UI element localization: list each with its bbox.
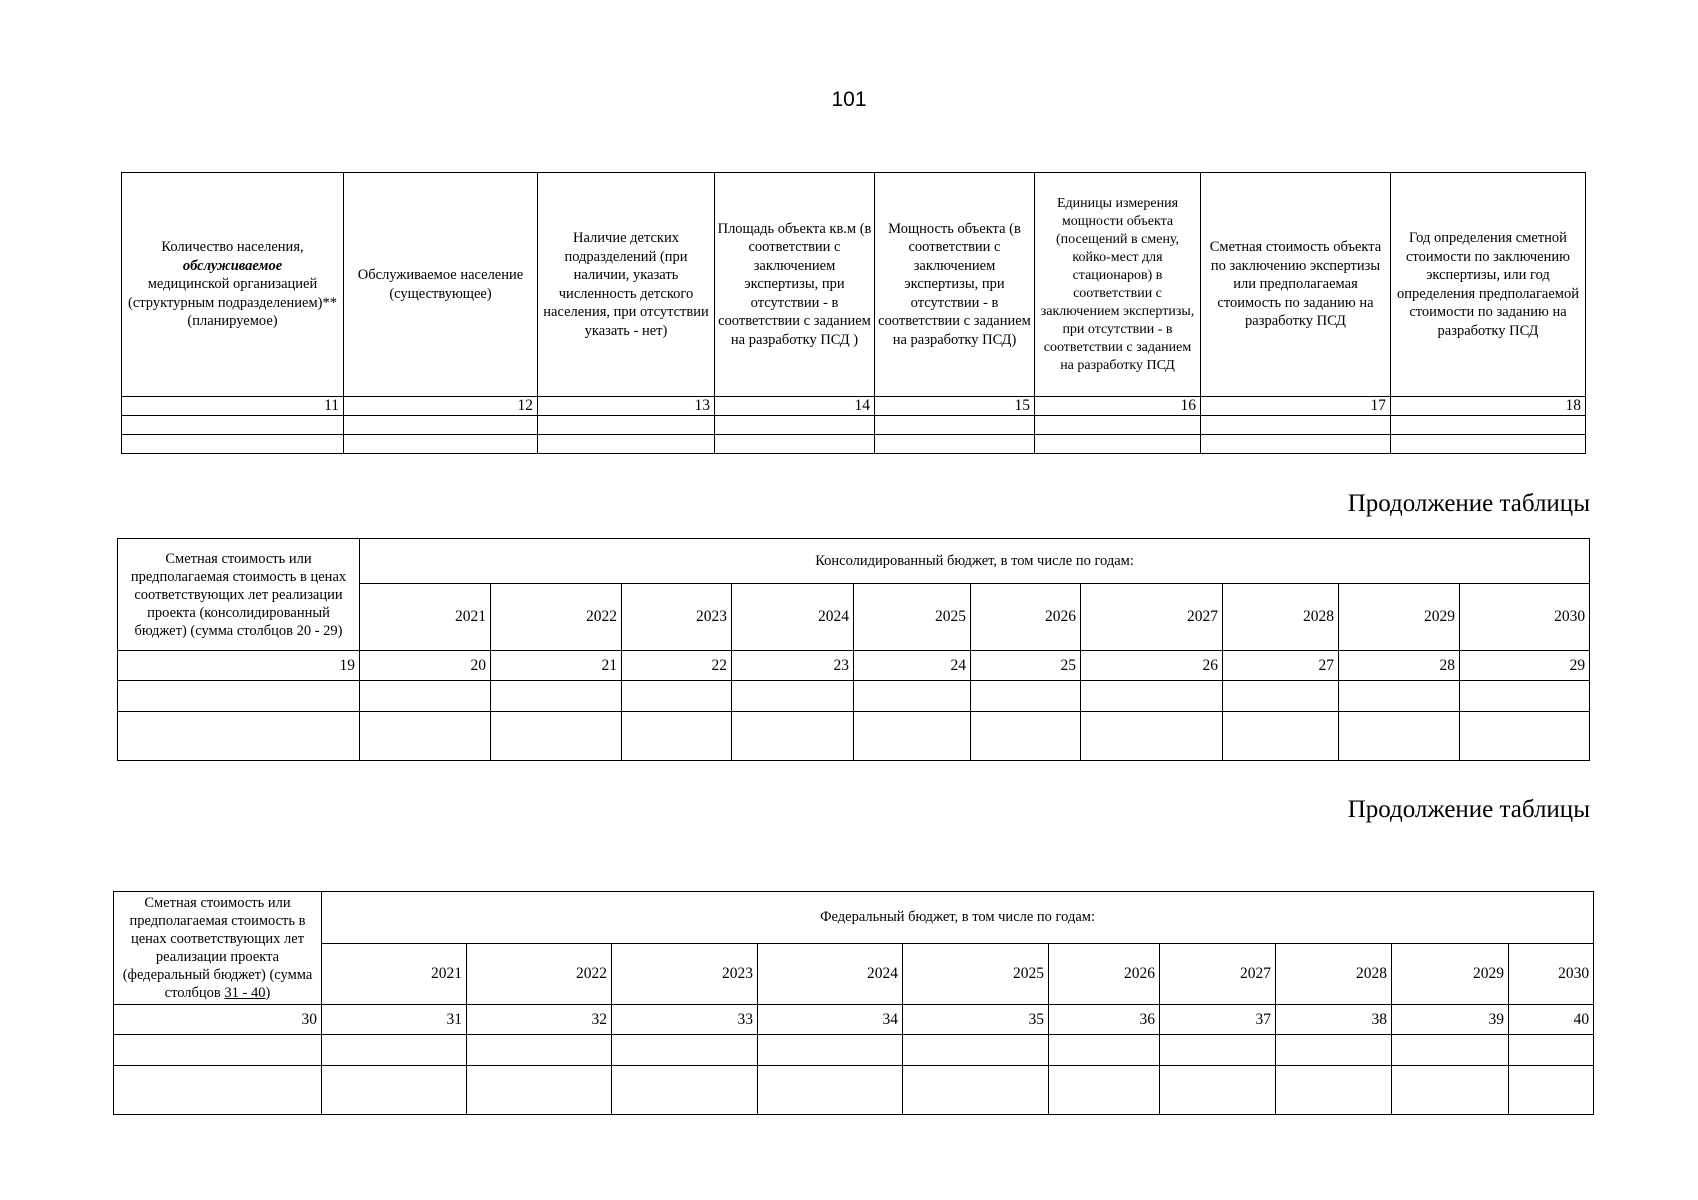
column-number: 25	[971, 651, 1081, 681]
year-cell: 2028	[1223, 584, 1339, 651]
empty-cell	[1160, 1035, 1276, 1066]
year-cell: 2021	[322, 944, 467, 1005]
column-number: 38	[1276, 1005, 1392, 1035]
year-cell: 2026	[971, 584, 1081, 651]
empty-cell	[491, 712, 622, 761]
empty-cell	[344, 435, 538, 454]
table-row	[122, 416, 1586, 435]
continuation-label: Продолжение таблицы	[1347, 490, 1590, 517]
empty-cell	[903, 1035, 1049, 1066]
header-consolidated-budget: Консолидированный бюджет, в том числе по годам:	[360, 539, 1590, 584]
table-consolidated-budget	[117, 538, 1590, 761]
empty-cell	[322, 1066, 467, 1115]
empty-cell	[118, 681, 360, 712]
header-federal-text-b: 31 - 40	[224, 985, 266, 1001]
year-cell: 2025	[854, 584, 971, 651]
header-federal-text-a: Сметная стоимость или предполагаемая стоимость в ценах соответствующих лет реализации проекта (федеральный бюджет) (сумма столбцов	[122, 895, 313, 1001]
table-row	[122, 435, 1586, 454]
empty-cell	[344, 416, 538, 435]
table-row	[118, 712, 1590, 761]
column-number: 17	[1201, 397, 1391, 416]
empty-cell	[622, 712, 732, 761]
year-cell: 2023	[622, 584, 732, 651]
empty-cell	[467, 1035, 612, 1066]
year-cell: 2022	[467, 944, 612, 1005]
header-federal-text-c: )	[265, 985, 271, 1001]
header-cell-13: Наличие детских подразделений (при наличии, указать численность детского населения, при отсутствии указать - нет)	[538, 173, 715, 397]
column-number: 29	[1460, 651, 1590, 681]
column-number: 16	[1035, 397, 1201, 416]
header-11-text-b: обслуживаемое	[182, 257, 283, 274]
header-cell-16: Единицы измерения мощности объекта (посещений в смену, койко-мест для стационаров) в соответствии с заключением экспертизы, при отсутствии - в соответствии с заданием на разработку ПСД	[1035, 173, 1201, 397]
empty-cell	[322, 1035, 467, 1066]
empty-cell	[1223, 712, 1339, 761]
column-number: 30	[114, 1005, 322, 1035]
column-number: 18	[1391, 397, 1586, 416]
empty-cell	[854, 712, 971, 761]
empty-cell	[1391, 416, 1586, 435]
year-cell: 2030	[1460, 584, 1590, 651]
header-federal-budget: Федеральный бюджет, в том числе по годам:	[322, 892, 1594, 944]
header-cell-15: Мощность объекта (в соответствии с заключением экспертизы, при отсутствии - в соответствии с заданием на разработку ПСД)	[875, 173, 1035, 397]
empty-cell	[1392, 1035, 1509, 1066]
empty-cell	[1276, 1066, 1392, 1115]
empty-cell	[122, 435, 344, 454]
empty-cell	[732, 712, 854, 761]
empty-cell	[1049, 1035, 1160, 1066]
year-cell: 2028	[1276, 944, 1392, 1005]
empty-cell	[732, 681, 854, 712]
empty-cell	[538, 435, 715, 454]
empty-cell	[1081, 712, 1223, 761]
empty-cell	[1223, 681, 1339, 712]
empty-cell	[1339, 681, 1460, 712]
table-row	[114, 1066, 1594, 1115]
year-cell: 2029	[1339, 584, 1460, 651]
header-cell-17: Сметная стоимость объекта по заключению экспертизы или предполагаемая стоимость по заданию на разработку ПСД	[1201, 173, 1391, 397]
year-cell: 2027	[1081, 584, 1223, 651]
empty-cell	[360, 712, 491, 761]
column-number: 35	[903, 1005, 1049, 1035]
empty-cell	[491, 681, 622, 712]
column-number: 34	[758, 1005, 903, 1035]
column-number: 31	[322, 1005, 467, 1035]
column-number: 15	[875, 397, 1035, 416]
empty-cell	[854, 681, 971, 712]
empty-cell	[875, 416, 1035, 435]
column-number: 28	[1339, 651, 1460, 681]
continuation-label: Продолжение таблицы	[1347, 796, 1590, 823]
empty-cell	[114, 1066, 322, 1115]
header-cell-14: Площадь объекта кв.м (в соответствии с заключением экспертизы, при отсутствии - в соответствии с заданием на разработку ПСД )	[715, 173, 875, 397]
column-number: 11	[122, 397, 344, 416]
empty-cell	[971, 712, 1081, 761]
year-cell: 2025	[903, 944, 1049, 1005]
empty-cell	[971, 681, 1081, 712]
table-row	[114, 1035, 1594, 1066]
empty-cell	[1276, 1035, 1392, 1066]
year-cell: 2022	[491, 584, 622, 651]
empty-cell	[715, 435, 875, 454]
empty-cell	[1035, 416, 1201, 435]
column-number: 21	[491, 651, 622, 681]
header-total-consolidated: Сметная стоимость или предполагаемая стоимость в ценах соответствующих лет реализации проекта (консолидированный бюджет) (сумма столбцов 20 - 29)	[118, 539, 360, 651]
table-federal-budget	[113, 891, 1594, 1115]
empty-cell	[1460, 712, 1590, 761]
column-number: 37	[1160, 1005, 1276, 1035]
empty-cell	[1035, 435, 1201, 454]
empty-cell	[622, 681, 732, 712]
empty-cell	[758, 1066, 903, 1115]
table-row	[118, 681, 1590, 712]
empty-cell	[114, 1035, 322, 1066]
empty-cell	[1339, 712, 1460, 761]
empty-cell	[360, 681, 491, 712]
empty-cell	[1509, 1035, 1594, 1066]
header-cell-18: Год определения сметной стоимости по заключению экспертизы, или год определения предполагаемой стоимости по заданию на разработку ПСД	[1391, 173, 1586, 397]
header-total-federal	[114, 892, 322, 1005]
empty-cell	[715, 416, 875, 435]
column-number: 40	[1509, 1005, 1594, 1035]
empty-cell	[467, 1066, 612, 1115]
empty-cell	[1391, 435, 1586, 454]
empty-cell	[612, 1066, 758, 1115]
empty-cell	[118, 712, 360, 761]
year-cell: 2029	[1392, 944, 1509, 1005]
column-number: 39	[1392, 1005, 1509, 1035]
page-number: 101	[831, 88, 867, 111]
header-cell-11	[122, 173, 344, 397]
year-cell: 2023	[612, 944, 758, 1005]
year-cell: 2030	[1509, 944, 1594, 1005]
column-number: 36	[1049, 1005, 1160, 1035]
year-cell: 2024	[758, 944, 903, 1005]
empty-cell	[538, 416, 715, 435]
empty-cell	[612, 1035, 758, 1066]
empty-cell	[1392, 1066, 1509, 1115]
empty-cell	[875, 435, 1035, 454]
empty-cell	[1160, 1066, 1276, 1115]
year-cell: 2021	[360, 584, 491, 651]
column-number: 23	[732, 651, 854, 681]
empty-cell	[1509, 1066, 1594, 1115]
column-number: 22	[622, 651, 732, 681]
column-number: 13	[538, 397, 715, 416]
empty-cell	[758, 1035, 903, 1066]
empty-cell	[122, 416, 344, 435]
column-number: 33	[612, 1005, 758, 1035]
empty-cell	[1460, 681, 1590, 712]
column-number: 19	[118, 651, 360, 681]
year-cell: 2026	[1049, 944, 1160, 1005]
header-11-text-a: Количество населения,	[161, 239, 304, 256]
empty-cell	[1049, 1066, 1160, 1115]
empty-cell	[1081, 681, 1223, 712]
year-cell: 2024	[732, 584, 854, 651]
empty-cell	[1201, 416, 1391, 435]
year-cell: 2027	[1160, 944, 1276, 1005]
header-11-text-c: медицинской организацией (структурным подразделением)** (планируемое)	[128, 276, 337, 330]
header-cell-12: Обслуживаемое население (существующее)	[344, 173, 538, 397]
column-number: 20	[360, 651, 491, 681]
empty-cell	[1201, 435, 1391, 454]
column-number: 32	[467, 1005, 612, 1035]
column-number: 26	[1081, 651, 1223, 681]
column-number: 12	[344, 397, 538, 416]
column-number: 14	[715, 397, 875, 416]
column-number: 24	[854, 651, 971, 681]
table-facility-characteristics	[121, 172, 1586, 454]
column-number: 27	[1223, 651, 1339, 681]
empty-cell	[903, 1066, 1049, 1115]
